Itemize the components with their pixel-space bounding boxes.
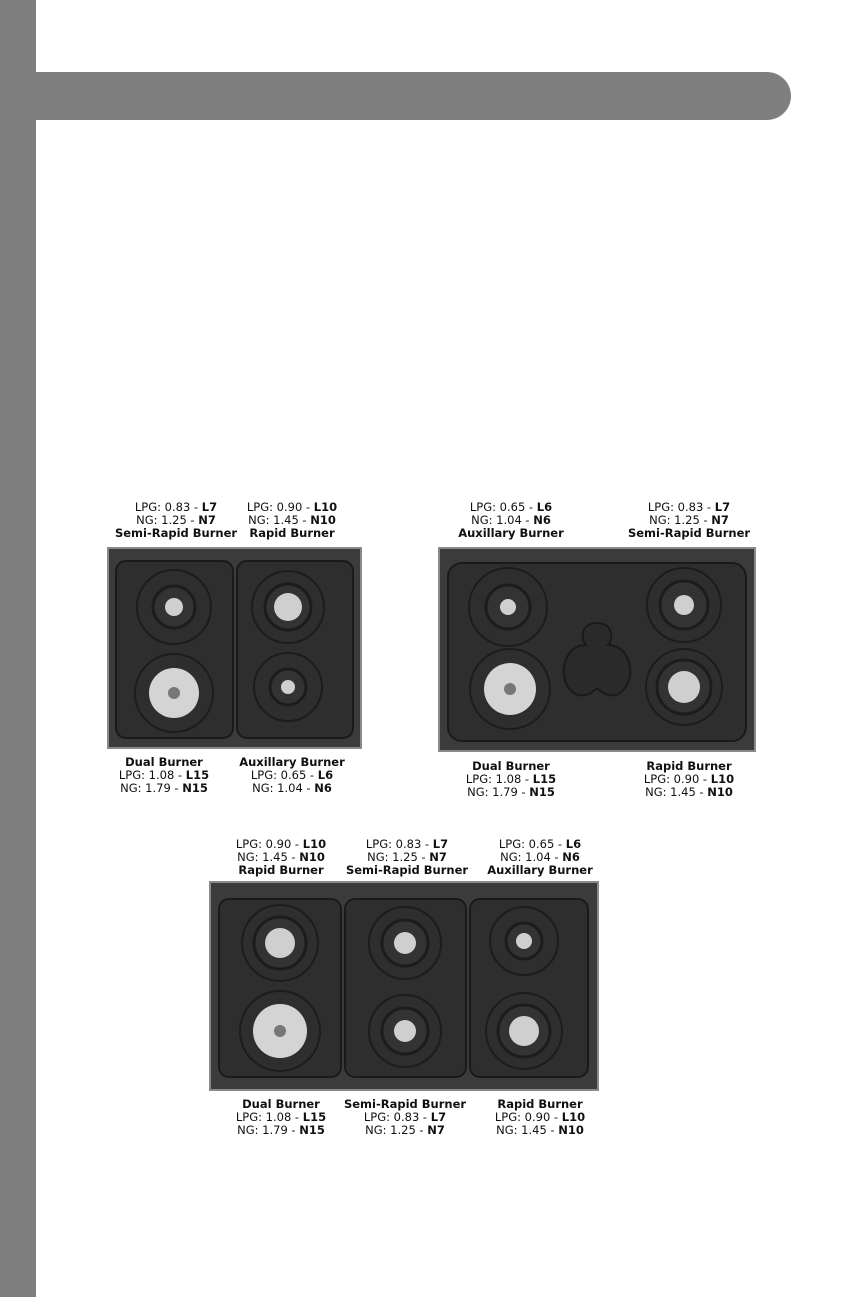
burner-label-bottom-left: Dual Burner LPG: 1.08 - L15 NG: 1.79 - N15 xyxy=(235,1097,327,1137)
burner-label-top-middle: LPG: 0.83 - L7 NG: 1.25 - N7 Semi-Rapid Burner xyxy=(345,837,469,877)
side-strip xyxy=(0,0,36,1297)
cooktop-illustration xyxy=(107,547,362,750)
burner-label-top-left: LPG: 0.65 - L6 NG: 1.04 - N6 Auxillary Burner xyxy=(458,500,564,540)
burner-label-bottom-right: Auxillary Burner LPG: 0.65 - L6 NG: 1.04 - N6 xyxy=(239,755,345,795)
cooktop-illustration xyxy=(209,881,599,1092)
burner-label-top-right: LPG: 0.65 - L6 NG: 1.04 - N6 Auxillary Burner xyxy=(487,837,593,877)
burner-label-top-left: LPG: 0.90 - L10 NG: 1.45 - N10 Rapid Burner xyxy=(235,837,327,877)
burner-label-top-left: LPG: 0.83 - L7 NG: 1.25 - N7 Semi-Rapid Burner xyxy=(114,500,238,540)
burner-label-top-right: LPG: 0.90 - L10 NG: 1.45 - N10 Rapid Burner xyxy=(246,500,338,540)
cooktop-illustration xyxy=(438,547,756,753)
burner-icon xyxy=(646,649,722,725)
header-bar xyxy=(36,72,791,120)
burner-label-bottom-right: Rapid Burner LPG: 0.90 - L10 NG: 1.45 - N10 xyxy=(643,759,735,799)
burner-label-bottom-middle: Semi-Rapid Burner LPG: 0.83 - L7 NG: 1.25 - N7 xyxy=(343,1097,467,1137)
burner-label-bottom-right: Rapid Burner LPG: 0.90 - L10 NG: 1.45 - N10 xyxy=(494,1097,586,1137)
burner-label-bottom-left: Dual Burner LPG: 1.08 - L15 NG: 1.79 - N15 xyxy=(118,755,210,795)
burner-label-top-right: LPG: 0.83 - L7 NG: 1.25 - N7 Semi-Rapid Burner xyxy=(627,500,751,540)
burner-label-bottom-left: Dual Burner LPG: 1.08 - L15 NG: 1.79 - N15 xyxy=(465,759,557,799)
burner-icon xyxy=(486,993,562,1069)
burner-icon xyxy=(242,905,318,981)
